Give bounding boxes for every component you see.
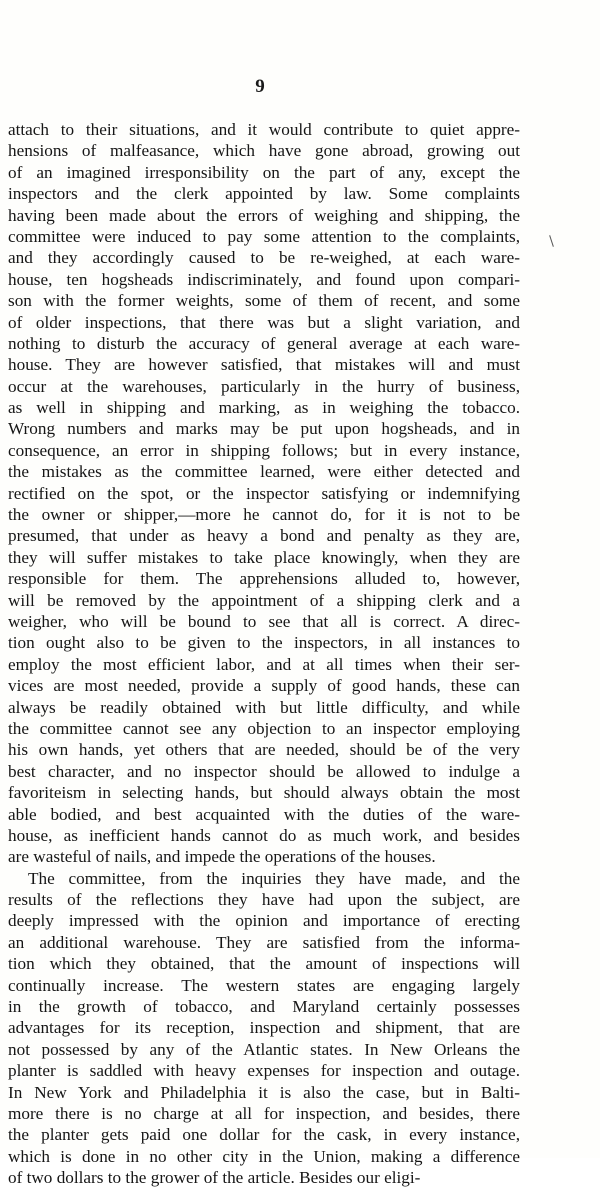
- text-line: tion which they obtained, that the amount of inspections will: [8, 954, 520, 974]
- text-line: inspectors and the clerk appointed by law. Some complaints: [8, 184, 520, 204]
- text-line: more there is no charge at all for inspection, and besides, there: [8, 1103, 520, 1123]
- text-line: presumed, that under as heavy a bond and penalty as they are,: [8, 526, 520, 546]
- text-line: committee were induced to pay some attention to the complaints,: [8, 226, 520, 246]
- text-line: continually increase. The western states are engaging largely: [8, 975, 520, 995]
- text-line: consequence, an error in shipping follows; but in every instance,: [8, 440, 520, 460]
- text-line: able bodied, and best acquainted with the duties of the ware-: [8, 804, 520, 824]
- text-line: always be readily obtained with but little difficulty, and while: [8, 697, 520, 717]
- text-line: they will suffer mistakes to take place knowingly, when they are: [8, 547, 520, 567]
- text-line: son with the former weights, some of them of recent, and some: [8, 291, 520, 311]
- text-line: of older inspections, that there was but a slight variation, and: [8, 312, 520, 332]
- text-line: planter is saddled with heavy expenses for inspection and outage.: [8, 1061, 520, 1081]
- text-line: of two dollars to the grower of the article. Besides our eligi-: [8, 1168, 421, 1188]
- text-line: the owner or shipper,—more he cannot do, for it is not to be: [8, 505, 520, 525]
- text-line: results of the reflections they have had upon the subject, are: [8, 890, 520, 910]
- text-line: which is done in no other city in the Union, making a difference: [8, 1146, 520, 1166]
- body-text: [8, 119, 520, 1189]
- text-line: as well in shipping and marking, as in weighing the tobacco.: [8, 398, 520, 418]
- text-line: weigher, who will be bound to see that all is correct. A direc-: [8, 611, 520, 631]
- text-line: In New York and Philadelphia it is also the case, but in Balti-: [8, 1082, 520, 1102]
- text-line: will be removed by the appointment of a shipping clerk and a: [8, 590, 520, 610]
- text-line: not possessed by any of the Atlantic states. In New Orleans the: [8, 1039, 520, 1059]
- text-line: house, as inefficient hands cannot do as much work, and besides: [8, 825, 520, 845]
- text-line: hensions of malfeasance, which have gone abroad, growing out: [8, 141, 520, 161]
- text-line: advantages for its reception, inspection and shipment, that are: [8, 1018, 520, 1038]
- text-line: the committee cannot see any objection to an inspector employing: [8, 718, 520, 738]
- text-line: and they accordingly caused to be re-weighed, at each ware-: [8, 248, 520, 268]
- text-line: having been made about the errors of weighing and shipping, the: [8, 205, 520, 225]
- text-line: responsible for them. The apprehensions alluded to, however,: [8, 569, 520, 589]
- margin-mark: [549, 235, 554, 247]
- text-line: of an imagined irresponsibility on the part of any, except the: [8, 162, 520, 182]
- text-line: house. They are however satisfied, that mistakes will and must: [8, 355, 520, 375]
- text-line: favoriteism in selecting hands, but should always obtain the most: [8, 783, 520, 803]
- text-line: house, ten hogsheads indiscriminately, and found upon compari-: [8, 269, 520, 289]
- text-line: his own hands, yet others that are needed, should be of the very: [8, 740, 520, 760]
- text-line: The committee, from the inquiries they have made, and the: [28, 868, 520, 888]
- page-number: 9: [255, 76, 265, 97]
- text-line: tion ought also to be given to the inspectors, in all instances to: [8, 633, 520, 653]
- text-line: rectified on the spot, or the inspector satisfying or indemnifying: [8, 483, 520, 503]
- text-line: Wrong numbers and marks may be put upon hogsheads, and in: [8, 419, 520, 439]
- text-line: are wasteful of nails, and impede the operations of the houses.: [8, 847, 436, 867]
- text-line: an additional warehouse. They are satisfied from the informa-: [8, 932, 520, 952]
- text-line: best character, and no inspector should be allowed to indulge a: [8, 761, 520, 781]
- text-line: occur at the warehouses, particularly in the hurry of business,: [8, 376, 520, 396]
- text-line: attach to their situations, and it would contribute to quiet appre-: [8, 120, 520, 139]
- text-line: deeply impressed with the opinion and importance of erecting: [8, 911, 520, 931]
- text-line: the mistakes as the committee learned, were either detected and: [8, 462, 520, 482]
- text-line: vices are most needed, provide a supply of good hands, these can: [8, 676, 520, 696]
- text-line: in the growth of tobacco, and Maryland certainly possesses: [8, 997, 520, 1017]
- text-line: employ the most efficient labor, and at all times when their ser-: [8, 654, 520, 674]
- text-line: the planter gets paid one dollar for the cask, in every instance,: [8, 1125, 520, 1145]
- text-line: nothing to disturb the accuracy of general average at each ware-: [8, 333, 520, 353]
